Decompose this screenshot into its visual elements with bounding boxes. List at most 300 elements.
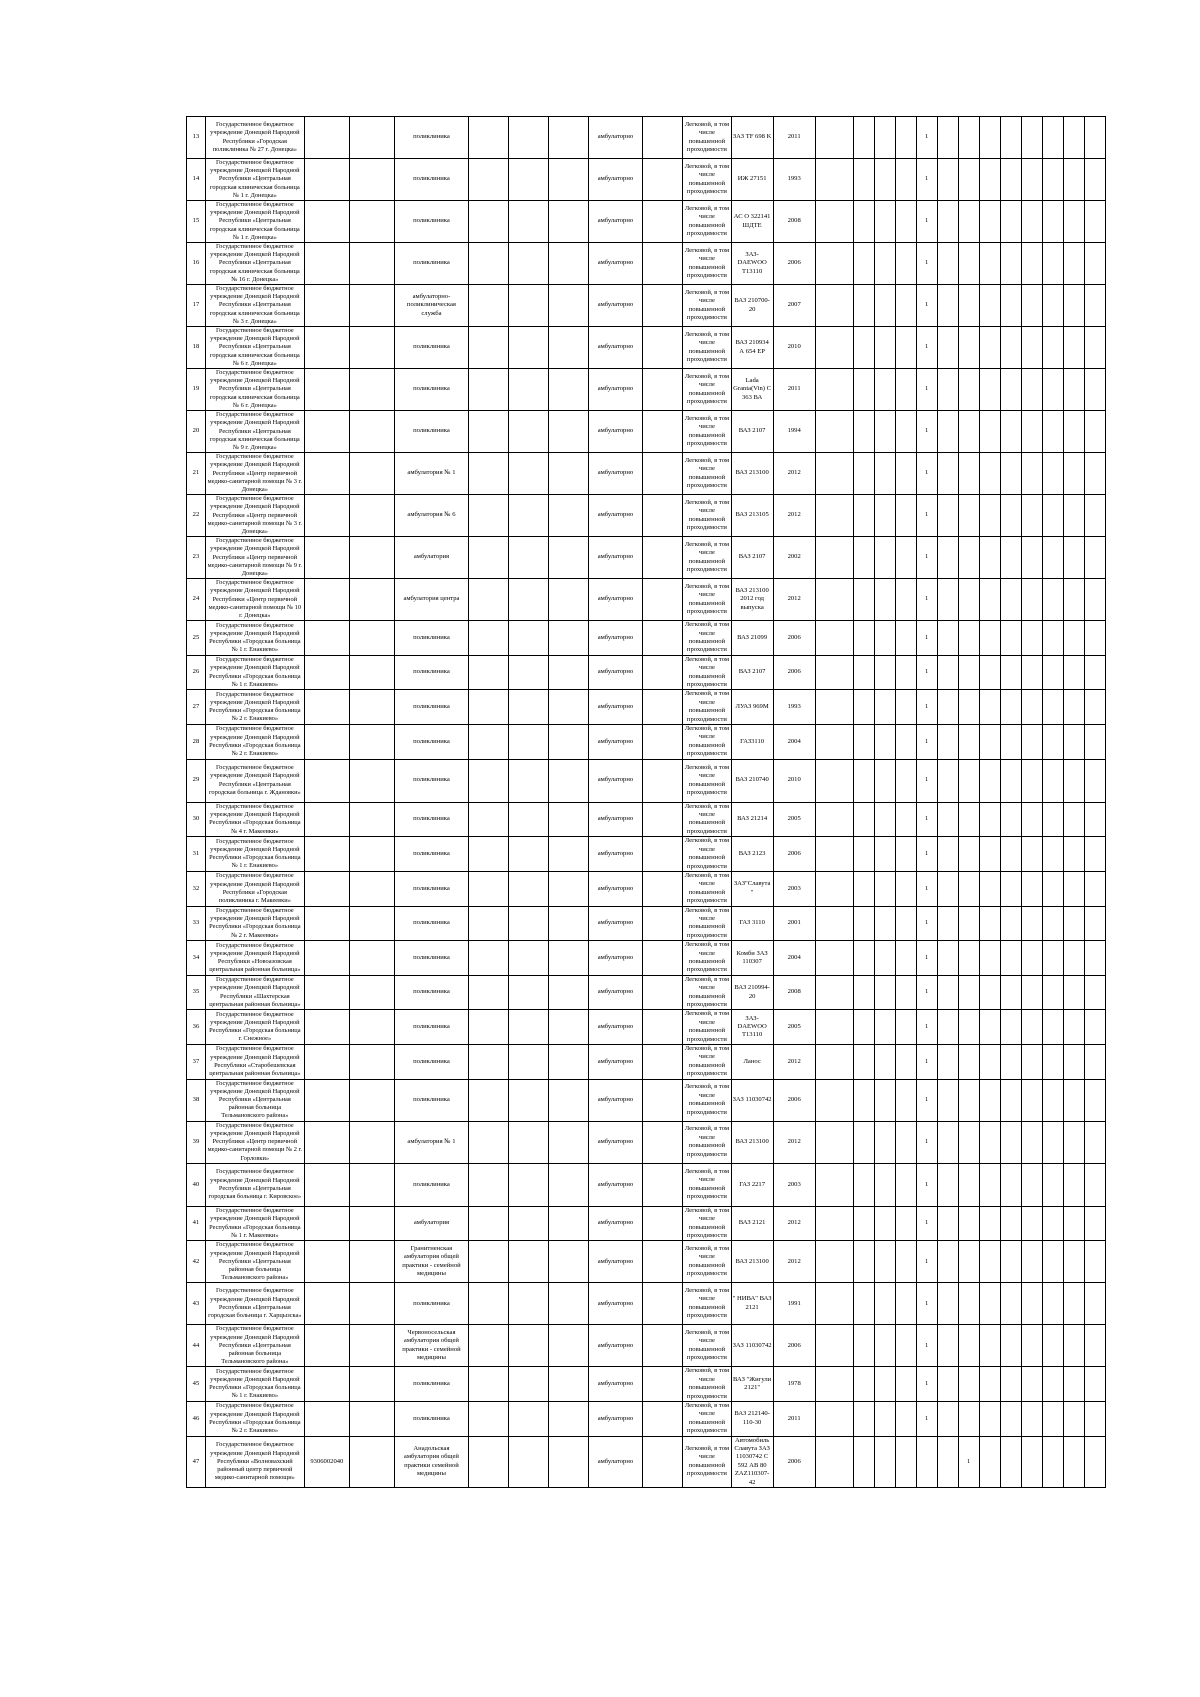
empty-cell bbox=[1084, 725, 1105, 760]
empty-cell bbox=[874, 1367, 895, 1402]
care-type-cell: амбулаторно bbox=[588, 1283, 643, 1325]
unit-name-cell: поликлиника bbox=[395, 655, 469, 690]
quantity-cell: 1 bbox=[916, 1045, 937, 1080]
empty-cell bbox=[1063, 537, 1084, 579]
empty-cell bbox=[468, 1401, 508, 1436]
table-row bbox=[187, 327, 1106, 369]
organization-code-cell bbox=[304, 621, 349, 656]
empty-cell bbox=[1084, 759, 1105, 802]
empty-cell bbox=[1084, 1079, 1105, 1121]
row-number-cell: 29 bbox=[187, 759, 206, 802]
empty-cell bbox=[979, 1163, 1000, 1206]
empty-cell bbox=[853, 975, 874, 1010]
empty-cell bbox=[937, 655, 958, 690]
quantity-alt-cell bbox=[958, 159, 979, 201]
vehicle-type-cell: Легковой, в том числе повышенной проходимости bbox=[683, 495, 731, 537]
empty-cell bbox=[1042, 1079, 1063, 1121]
quantity-alt-cell: 1 bbox=[958, 1436, 979, 1487]
empty-cell bbox=[643, 537, 683, 579]
vehicle-year-cell: 2007 bbox=[773, 285, 815, 327]
vehicle-year-cell: 2010 bbox=[773, 759, 815, 802]
vehicle-model-cell: ГАЗ3110 bbox=[731, 725, 773, 760]
row-number-cell: 47 bbox=[187, 1436, 206, 1487]
empty-cell bbox=[643, 690, 683, 725]
empty-cell bbox=[853, 369, 874, 411]
empty-cell bbox=[1000, 1206, 1021, 1241]
empty-cell bbox=[1042, 975, 1063, 1010]
empty-cell bbox=[1084, 537, 1105, 579]
empty-cell bbox=[815, 759, 853, 802]
empty-cell bbox=[508, 690, 548, 725]
empty-cell bbox=[349, 495, 394, 537]
empty-cell bbox=[508, 243, 548, 285]
vehicle-year-cell: 1991 bbox=[773, 1283, 815, 1325]
empty-cell bbox=[937, 725, 958, 760]
empty-cell bbox=[979, 1045, 1000, 1080]
empty-cell bbox=[1084, 1283, 1105, 1325]
empty-cell bbox=[895, 1010, 916, 1045]
empty-cell bbox=[815, 1045, 853, 1080]
empty-cell bbox=[1063, 579, 1084, 621]
empty-cell bbox=[815, 117, 853, 159]
empty-cell bbox=[853, 871, 874, 906]
empty-cell bbox=[508, 1206, 548, 1241]
empty-cell bbox=[643, 453, 683, 495]
vehicle-year-cell: 2012 bbox=[773, 495, 815, 537]
unit-name-cell: поликлиника bbox=[395, 201, 469, 243]
empty-cell bbox=[1084, 1045, 1105, 1080]
empty-cell bbox=[548, 655, 588, 690]
empty-cell bbox=[815, 411, 853, 453]
organization-code-cell bbox=[304, 411, 349, 453]
empty-cell bbox=[508, 906, 548, 941]
empty-cell bbox=[1042, 871, 1063, 906]
vehicle-model-cell: ВАЗ 213100 2012 год выпуска bbox=[731, 579, 773, 621]
vehicle-model-cell: ЛУАЗ 969М bbox=[731, 690, 773, 725]
row-number-cell: 22 bbox=[187, 495, 206, 537]
vehicle-year-cell: 1978 bbox=[773, 1367, 815, 1402]
empty-cell bbox=[979, 759, 1000, 802]
empty-cell bbox=[548, 117, 588, 159]
empty-cell bbox=[874, 243, 895, 285]
quantity-alt-cell bbox=[958, 411, 979, 453]
quantity-alt-cell bbox=[958, 1121, 979, 1163]
empty-cell bbox=[349, 975, 394, 1010]
organization-code-cell bbox=[304, 243, 349, 285]
empty-cell bbox=[874, 537, 895, 579]
empty-cell bbox=[815, 201, 853, 243]
table-row bbox=[187, 159, 1106, 201]
organization-name-cell: Государственное бюджетное учреждение Донецкой Народной Республики «Центральная городская клиническая больница № 6 г. Донецка» bbox=[205, 369, 304, 411]
empty-cell bbox=[1000, 690, 1021, 725]
empty-cell bbox=[548, 1367, 588, 1402]
table-row bbox=[187, 411, 1106, 453]
quantity-cell: 1 bbox=[916, 690, 937, 725]
row-number-cell: 13 bbox=[187, 117, 206, 159]
vehicle-type-cell: Легковой, в том числе повышенной проходимости bbox=[683, 1241, 731, 1283]
empty-cell bbox=[508, 537, 548, 579]
vehicle-type-cell: Легковой, в том числе повышенной проходимости bbox=[683, 655, 731, 690]
empty-cell bbox=[937, 537, 958, 579]
vehicle-model-cell: ВАЗ 2107 bbox=[731, 537, 773, 579]
vehicle-type-cell: Легковой, в том числе повышенной проходимости bbox=[683, 453, 731, 495]
organization-code-cell bbox=[304, 1325, 349, 1367]
quantity-cell: 1 bbox=[916, 1121, 937, 1163]
empty-cell bbox=[874, 201, 895, 243]
empty-cell bbox=[1000, 117, 1021, 159]
vehicle-year-cell: 2008 bbox=[773, 975, 815, 1010]
empty-cell bbox=[349, 759, 394, 802]
empty-cell bbox=[1042, 837, 1063, 872]
vehicle-model-cell: Ланос bbox=[731, 1045, 773, 1080]
empty-cell bbox=[468, 495, 508, 537]
empty-cell bbox=[937, 1283, 958, 1325]
unit-name-cell: амбулатория № 1 bbox=[395, 1121, 469, 1163]
empty-cell bbox=[895, 975, 916, 1010]
empty-cell bbox=[815, 906, 853, 941]
empty-cell bbox=[508, 495, 548, 537]
quantity-alt-cell bbox=[958, 537, 979, 579]
empty-cell bbox=[468, 117, 508, 159]
vehicle-type-cell: Легковой, в том числе повышенной проходимости bbox=[683, 621, 731, 656]
quantity-alt-cell bbox=[958, 621, 979, 656]
organization-code-cell bbox=[304, 201, 349, 243]
empty-cell bbox=[853, 837, 874, 872]
table-row bbox=[187, 369, 1106, 411]
empty-cell bbox=[508, 1401, 548, 1436]
empty-cell bbox=[853, 117, 874, 159]
vehicle-year-cell: 1994 bbox=[773, 411, 815, 453]
empty-cell bbox=[874, 159, 895, 201]
empty-cell bbox=[468, 802, 508, 837]
empty-cell bbox=[1042, 1241, 1063, 1283]
empty-cell bbox=[1063, 1163, 1084, 1206]
organization-name-cell: Государственное бюджетное учреждение Донецкой Народной Республики «Центр первичной медико-санитарной помощи № 10 г. Донецка» bbox=[205, 579, 304, 621]
empty-cell bbox=[937, 690, 958, 725]
empty-cell bbox=[643, 495, 683, 537]
empty-cell bbox=[548, 1241, 588, 1283]
vehicle-type-cell: Легковой, в том числе повышенной проходимости bbox=[683, 411, 731, 453]
empty-cell bbox=[937, 1241, 958, 1283]
empty-cell bbox=[815, 871, 853, 906]
empty-cell bbox=[853, 621, 874, 656]
organization-name-cell: Государственное бюджетное учреждение Донецкой Народной Республики «Центральная городская клиническая больница № 9 г. Донецка» bbox=[205, 411, 304, 453]
vehicle-year-cell: 2012 bbox=[773, 1206, 815, 1241]
care-type-cell: амбулаторно bbox=[588, 159, 643, 201]
empty-cell bbox=[468, 1010, 508, 1045]
empty-cell bbox=[349, 906, 394, 941]
table-row bbox=[187, 975, 1106, 1010]
empty-cell bbox=[1021, 453, 1042, 495]
empty-cell bbox=[349, 1121, 394, 1163]
quantity-alt-cell bbox=[958, 1010, 979, 1045]
empty-cell bbox=[937, 802, 958, 837]
empty-cell bbox=[643, 1367, 683, 1402]
empty-cell bbox=[895, 906, 916, 941]
empty-cell bbox=[895, 537, 916, 579]
row-number-cell: 24 bbox=[187, 579, 206, 621]
empty-cell bbox=[1000, 906, 1021, 941]
empty-cell bbox=[643, 759, 683, 802]
empty-cell bbox=[815, 453, 853, 495]
empty-cell bbox=[1000, 1121, 1021, 1163]
empty-cell bbox=[1063, 159, 1084, 201]
empty-cell bbox=[349, 369, 394, 411]
empty-cell bbox=[895, 1206, 916, 1241]
table-row bbox=[187, 725, 1106, 760]
empty-cell bbox=[815, 1241, 853, 1283]
organization-code-cell bbox=[304, 690, 349, 725]
quantity-cell: 1 bbox=[916, 941, 937, 976]
table-row bbox=[187, 906, 1106, 941]
vehicle-year-cell: 1993 bbox=[773, 690, 815, 725]
empty-cell bbox=[468, 941, 508, 976]
quantity-cell: 1 bbox=[916, 201, 937, 243]
empty-cell bbox=[349, 537, 394, 579]
vehicle-year-cell: 2002 bbox=[773, 537, 815, 579]
vehicle-model-cell: ВАЗ 210700-20 bbox=[731, 285, 773, 327]
empty-cell bbox=[815, 690, 853, 725]
organization-code-cell bbox=[304, 1079, 349, 1121]
empty-cell bbox=[468, 327, 508, 369]
organization-name-cell: Государственное бюджетное учреждение Донецкой Народной Республики «Центральная городская клиническая больница № 6 г. Донецка» bbox=[205, 327, 304, 369]
empty-cell bbox=[643, 802, 683, 837]
table-body bbox=[187, 117, 1106, 1488]
quantity-cell: 1 bbox=[916, 579, 937, 621]
empty-cell bbox=[895, 655, 916, 690]
empty-cell bbox=[508, 1325, 548, 1367]
empty-cell bbox=[1063, 941, 1084, 976]
organization-name-cell: Государственное бюджетное учреждение Донецкой Народной Республики «Центральная городская больница г. Ждановки» bbox=[205, 759, 304, 802]
empty-cell bbox=[895, 621, 916, 656]
empty-cell bbox=[937, 1010, 958, 1045]
empty-cell bbox=[853, 1367, 874, 1402]
table-row bbox=[187, 495, 1106, 537]
vehicle-model-cell: ВАЗ 213100 bbox=[731, 1241, 773, 1283]
empty-cell bbox=[1000, 1163, 1021, 1206]
organization-name-cell: Государственное бюджетное учреждение Донецкой Народной Республики «Центр первичной медико-санитарной помощи № 9 г. Донецка» bbox=[205, 537, 304, 579]
row-number-cell: 32 bbox=[187, 871, 206, 906]
quantity-cell: 1 bbox=[916, 1283, 937, 1325]
empty-cell bbox=[874, 975, 895, 1010]
empty-cell bbox=[1042, 1367, 1063, 1402]
empty-cell bbox=[815, 159, 853, 201]
empty-cell bbox=[643, 327, 683, 369]
empty-cell bbox=[1000, 327, 1021, 369]
empty-cell bbox=[1063, 495, 1084, 537]
vehicle-year-cell: 2012 bbox=[773, 1045, 815, 1080]
empty-cell bbox=[853, 906, 874, 941]
empty-cell bbox=[508, 1010, 548, 1045]
empty-cell bbox=[1084, 1367, 1105, 1402]
empty-cell bbox=[979, 1241, 1000, 1283]
vehicle-type-cell: Легковой, в том числе повышенной проходимости bbox=[683, 159, 731, 201]
organization-name-cell: Государственное бюджетное учреждение Донецкой Народной Республики «Центр первичной медико-санитарной помощи № 3 г. Донецка» bbox=[205, 453, 304, 495]
empty-cell bbox=[1084, 495, 1105, 537]
table-row bbox=[187, 1241, 1106, 1283]
organization-code-cell bbox=[304, 802, 349, 837]
empty-cell bbox=[349, 453, 394, 495]
care-type-cell: амбулаторно bbox=[588, 1325, 643, 1367]
care-type-cell: амбулаторно bbox=[588, 621, 643, 656]
empty-cell bbox=[853, 1206, 874, 1241]
vehicle-year-cell: 2004 bbox=[773, 725, 815, 760]
vehicle-year-cell: 2006 bbox=[773, 243, 815, 285]
empty-cell bbox=[874, 453, 895, 495]
empty-cell bbox=[643, 1045, 683, 1080]
empty-cell bbox=[349, 1206, 394, 1241]
empty-cell bbox=[1042, 201, 1063, 243]
empty-cell bbox=[349, 1325, 394, 1367]
empty-cell bbox=[349, 1367, 394, 1402]
empty-cell bbox=[937, 453, 958, 495]
empty-cell bbox=[1021, 941, 1042, 976]
organization-code-cell bbox=[304, 369, 349, 411]
empty-cell bbox=[1021, 327, 1042, 369]
empty-cell bbox=[853, 159, 874, 201]
vehicle-type-cell: Легковой, в том числе повышенной проходимости bbox=[683, 802, 731, 837]
empty-cell bbox=[468, 1079, 508, 1121]
vehicle-type-cell: Легковой, в том числе повышенной проходимости bbox=[683, 1045, 731, 1080]
row-number-cell: 38 bbox=[187, 1079, 206, 1121]
organization-code-cell bbox=[304, 941, 349, 976]
organization-name-cell: Государственное бюджетное учреждение Донецкой Народной Республики «Новоазовская центральная районная больница» bbox=[205, 941, 304, 976]
empty-cell bbox=[468, 453, 508, 495]
organization-name-cell: Государственное бюджетное учреждение Донецкой Народной Республики «Городская больница № 1 г. Макеевки» bbox=[205, 1206, 304, 1241]
row-number-cell: 46 bbox=[187, 1401, 206, 1436]
care-type-cell: амбулаторно bbox=[588, 1206, 643, 1241]
empty-cell bbox=[874, 579, 895, 621]
empty-cell bbox=[979, 906, 1000, 941]
organization-code-cell bbox=[304, 285, 349, 327]
empty-cell bbox=[1021, 1206, 1042, 1241]
empty-cell bbox=[349, 1241, 394, 1283]
empty-cell bbox=[937, 369, 958, 411]
quantity-cell: 1 bbox=[916, 906, 937, 941]
vehicle-year-cell: 2004 bbox=[773, 941, 815, 976]
empty-cell bbox=[1000, 1010, 1021, 1045]
empty-cell bbox=[815, 537, 853, 579]
empty-cell bbox=[1042, 690, 1063, 725]
row-number-cell: 21 bbox=[187, 453, 206, 495]
table-row bbox=[187, 1401, 1106, 1436]
empty-cell bbox=[643, 975, 683, 1010]
empty-cell bbox=[643, 871, 683, 906]
empty-cell bbox=[853, 1010, 874, 1045]
empty-cell bbox=[895, 1401, 916, 1436]
row-number-cell: 28 bbox=[187, 725, 206, 760]
organization-code-cell bbox=[304, 837, 349, 872]
table-row bbox=[187, 243, 1106, 285]
empty-cell bbox=[468, 1241, 508, 1283]
row-number-cell: 14 bbox=[187, 159, 206, 201]
empty-cell bbox=[1000, 655, 1021, 690]
vehicle-year-cell: 2006 bbox=[773, 621, 815, 656]
empty-cell bbox=[874, 1206, 895, 1241]
unit-name-cell: амбулатория bbox=[395, 1206, 469, 1241]
vehicle-year-cell: 2012 bbox=[773, 453, 815, 495]
empty-cell bbox=[468, 159, 508, 201]
empty-cell bbox=[468, 906, 508, 941]
quantity-cell: 1 bbox=[916, 759, 937, 802]
empty-cell bbox=[1000, 725, 1021, 760]
empty-cell bbox=[874, 1045, 895, 1080]
table-row bbox=[187, 1045, 1106, 1080]
vehicle-model-cell: ВАЗ 213100 bbox=[731, 453, 773, 495]
quantity-cell: 1 bbox=[916, 655, 937, 690]
care-type-cell: амбулаторно bbox=[588, 1121, 643, 1163]
empty-cell bbox=[1021, 411, 1042, 453]
empty-cell bbox=[1021, 159, 1042, 201]
quantity-cell: 1 bbox=[916, 537, 937, 579]
empty-cell bbox=[1021, 495, 1042, 537]
empty-cell bbox=[874, 369, 895, 411]
empty-cell bbox=[643, 655, 683, 690]
row-number-cell: 44 bbox=[187, 1325, 206, 1367]
empty-cell bbox=[468, 837, 508, 872]
row-number-cell: 41 bbox=[187, 1206, 206, 1241]
vehicle-year-cell: 2001 bbox=[773, 906, 815, 941]
empty-cell bbox=[937, 495, 958, 537]
vehicle-model-cell: ВАЗ 2121 bbox=[731, 1206, 773, 1241]
empty-cell bbox=[853, 327, 874, 369]
empty-cell bbox=[468, 369, 508, 411]
vehicle-model-cell: ЗАЗ-DAEWOO T13110 bbox=[731, 243, 773, 285]
quantity-alt-cell bbox=[958, 690, 979, 725]
empty-cell bbox=[853, 495, 874, 537]
empty-cell bbox=[815, 975, 853, 1010]
empty-cell bbox=[548, 537, 588, 579]
quantity-cell: 1 bbox=[916, 327, 937, 369]
empty-cell bbox=[1000, 369, 1021, 411]
empty-cell bbox=[874, 1325, 895, 1367]
empty-cell bbox=[815, 495, 853, 537]
quantity-alt-cell bbox=[958, 117, 979, 159]
quantity-alt-cell bbox=[958, 285, 979, 327]
empty-cell bbox=[815, 243, 853, 285]
vehicle-type-cell: Легковой, в том числе повышенной проходимости bbox=[683, 1010, 731, 1045]
empty-cell bbox=[979, 837, 1000, 872]
empty-cell bbox=[643, 906, 683, 941]
empty-cell bbox=[1021, 1121, 1042, 1163]
care-type-cell: амбулаторно bbox=[588, 1241, 643, 1283]
empty-cell bbox=[468, 537, 508, 579]
empty-cell bbox=[979, 1436, 1000, 1487]
empty-cell bbox=[1084, 871, 1105, 906]
empty-cell bbox=[1000, 621, 1021, 656]
empty-cell bbox=[1042, 327, 1063, 369]
vehicle-type-cell: Легковой, в том числе повышенной проходимости bbox=[683, 975, 731, 1010]
row-number-cell: 43 bbox=[187, 1283, 206, 1325]
vehicle-type-cell: Легковой, в том числе повышенной проходимости bbox=[683, 1325, 731, 1367]
care-type-cell: амбулаторно bbox=[588, 1163, 643, 1206]
empty-cell bbox=[1042, 621, 1063, 656]
empty-cell bbox=[937, 1045, 958, 1080]
unit-name-cell: поликлиника bbox=[395, 837, 469, 872]
vehicle-model-cell: " НИВА" ВАЗ 2121 bbox=[731, 1283, 773, 1325]
vehicle-type-cell: Легковой, в том числе повышенной проходимости bbox=[683, 1367, 731, 1402]
empty-cell bbox=[874, 1436, 895, 1487]
empty-cell bbox=[1021, 690, 1042, 725]
empty-cell bbox=[349, 411, 394, 453]
unit-name-cell: поликлиника bbox=[395, 159, 469, 201]
vehicle-type-cell: Легковой, в том числе повышенной проходимости bbox=[683, 1079, 731, 1121]
care-type-cell: амбулаторно bbox=[588, 579, 643, 621]
vehicle-model-cell: ВАЗ 210934 А 654 ЕР bbox=[731, 327, 773, 369]
empty-cell bbox=[874, 759, 895, 802]
empty-cell bbox=[1042, 369, 1063, 411]
empty-cell bbox=[937, 327, 958, 369]
